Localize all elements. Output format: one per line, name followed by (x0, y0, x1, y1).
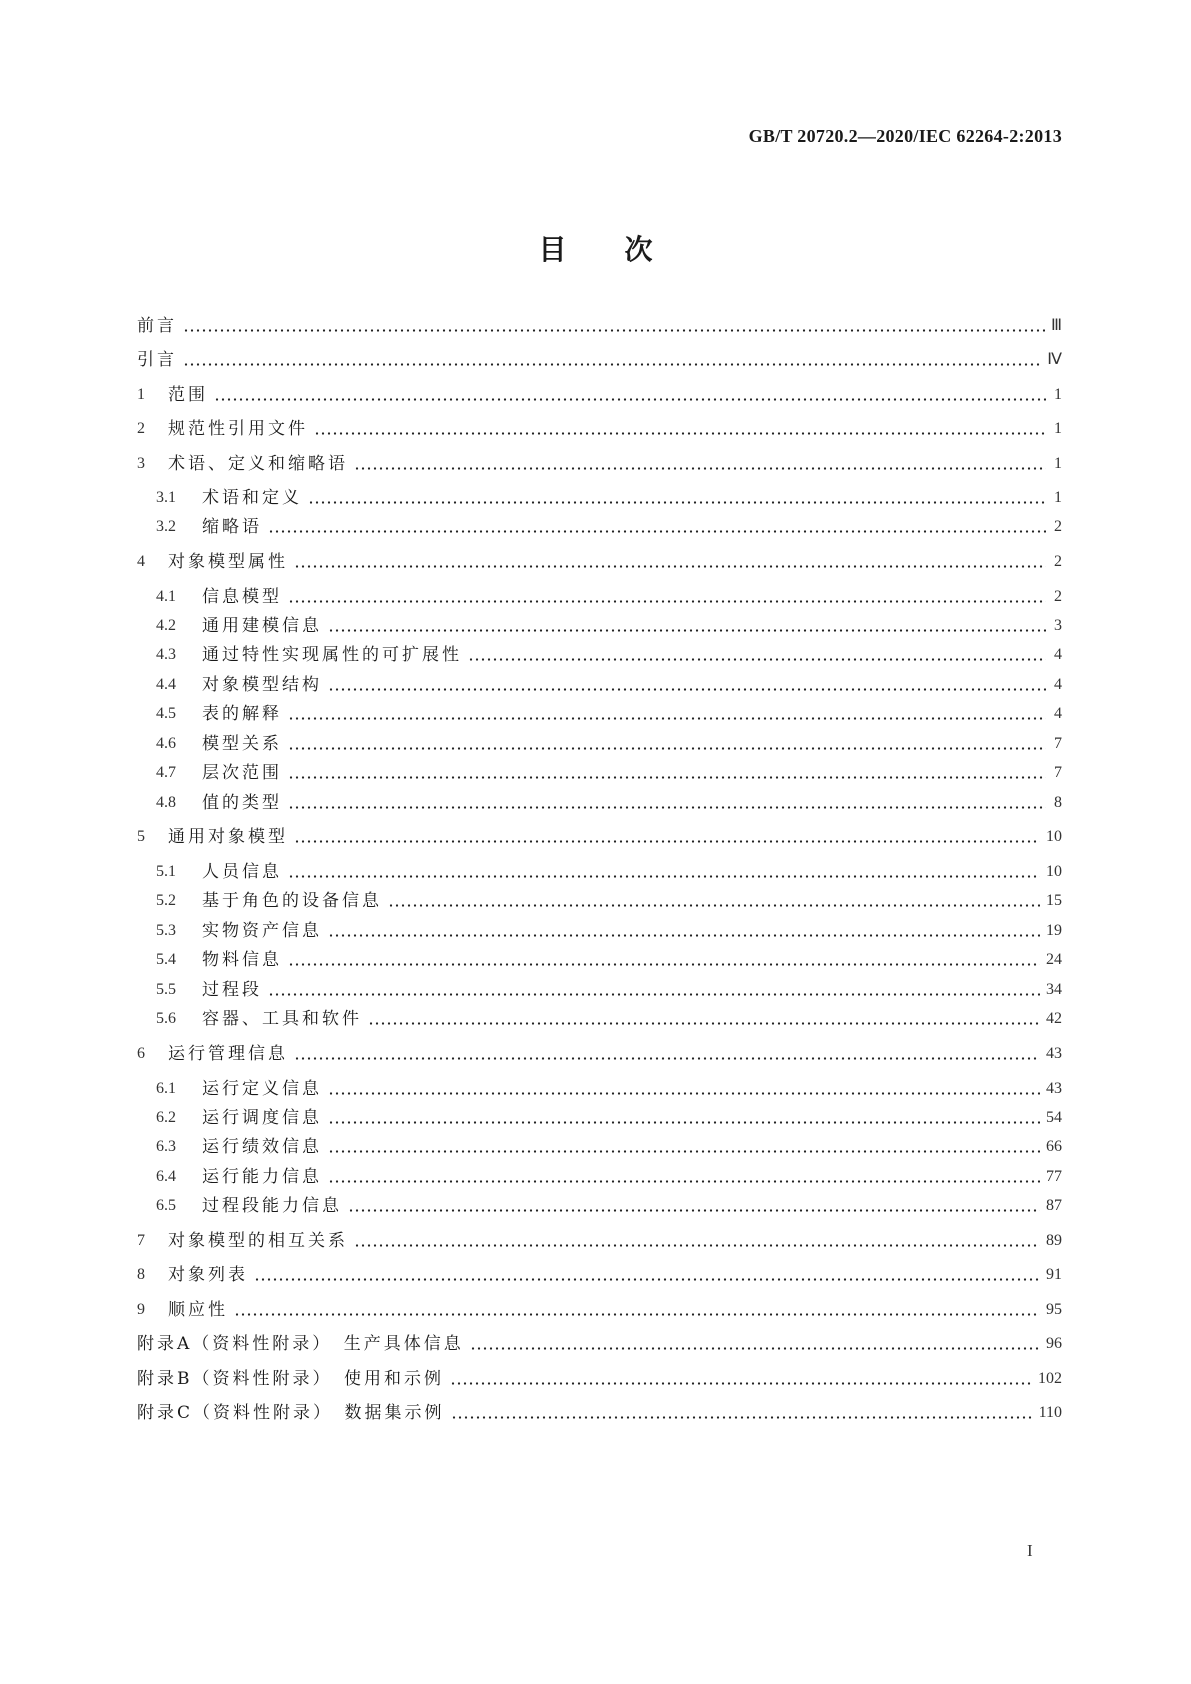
toc-entry[interactable] (137, 1000, 1062, 1030)
toc-entry-number: 6.5 (156, 1197, 176, 1214)
toc-entry[interactable] (137, 307, 1062, 337)
toc-entry-label (137, 384, 208, 406)
toc-entry-page: 89 (1046, 1232, 1062, 1249)
toc-entry-label (137, 920, 322, 942)
dot-leader (268, 993, 1040, 996)
toc-entry-label (137, 979, 262, 1001)
page-number: I (1027, 1541, 1033, 1560)
toc-entry-number: 4.7 (156, 764, 176, 781)
toc-entry[interactable] (137, 543, 1062, 573)
toc-entry[interactable] (137, 1035, 1062, 1065)
dot-leader (328, 1092, 1040, 1095)
toc-entry-page: 7 (1054, 764, 1062, 781)
toc-entry-label (137, 1299, 228, 1321)
toc-entry-label (137, 890, 382, 912)
toc-entry-page: 3 (1054, 617, 1062, 634)
toc-entry-title: 通用对象模型 (168, 827, 288, 847)
toc-entry-title: 规范性引用文件 (168, 419, 308, 439)
toc-entry-title: 运行管理信息 (168, 1044, 288, 1064)
toc-entry-number: 3 (137, 455, 145, 472)
dot-leader (328, 1180, 1040, 1183)
toc-entry[interactable] (137, 666, 1062, 696)
toc-entry-title: 容器、工具和软件 (202, 1009, 362, 1029)
toc-entry-page: Ⅲ (1050, 317, 1062, 334)
dot-leader (308, 501, 1046, 504)
toc-entry-title: 人员信息 (202, 862, 282, 882)
toc-entry-title: 对象模型属性 (168, 552, 288, 572)
toc-entry-page: 1 (1054, 386, 1062, 403)
dot-leader (328, 934, 1040, 937)
dot-leader (183, 363, 1041, 366)
toc-entry-title: 过程段 (202, 980, 262, 1000)
toc-entry-number: 4.3 (156, 646, 176, 663)
toc-entry-number: 5.2 (156, 892, 176, 909)
toc-title: 目次 (538, 233, 711, 266)
toc-entry-page: 1 (1054, 420, 1062, 437)
toc-entry[interactable] (137, 1128, 1062, 1158)
dot-leader (450, 1382, 1032, 1385)
dot-leader (294, 565, 1046, 568)
toc-entry-page: 66 (1046, 1138, 1062, 1155)
toc-entry-label (137, 1043, 288, 1065)
toc-entry-number: 4.8 (156, 794, 176, 811)
toc-entry-page: 42 (1046, 1010, 1062, 1027)
toc-entry-number: 2 (137, 420, 145, 437)
toc-entry[interactable] (137, 971, 1062, 1001)
toc-entry-title: 实物资产信息 (202, 921, 322, 941)
toc-entry-title: 术语和定义 (202, 488, 302, 508)
toc-entry-page: 2 (1054, 553, 1062, 570)
toc-entry-title: 信息模型 (202, 587, 282, 607)
toc-entry-page: 77 (1046, 1168, 1062, 1185)
toc-entry[interactable] (137, 882, 1062, 912)
toc-entry[interactable] (137, 941, 1062, 971)
toc-entry[interactable] (137, 636, 1062, 666)
toc-entry[interactable] (137, 445, 1062, 475)
dot-leader (234, 1313, 1040, 1316)
toc-entry-label (137, 703, 282, 725)
toc-entry-title: 层次范围 (202, 763, 282, 783)
toc-entry-label (137, 674, 322, 696)
dot-leader (214, 398, 1046, 401)
toc-entry[interactable] (137, 607, 1062, 637)
toc-entry[interactable] (137, 853, 1062, 883)
toc-entry-title: 附录A（资料性附录） 生产具体信息 (137, 1334, 464, 1354)
dot-leader (388, 904, 1040, 907)
toc-entry-label (137, 949, 282, 971)
toc-entry-page: 15 (1046, 892, 1062, 909)
toc-entry[interactable] (137, 410, 1062, 440)
toc-entry-number: 9 (137, 1301, 145, 1318)
toc-entry-label (137, 586, 282, 608)
toc-entry-title: 运行调度信息 (202, 1108, 322, 1128)
toc-entry-title: 范围 (168, 385, 208, 405)
toc-entry-number: 5.5 (156, 981, 176, 998)
dot-leader (348, 1209, 1040, 1212)
toc-entry-label (137, 1008, 362, 1030)
toc-entry-number: 5.4 (156, 951, 176, 968)
dot-leader (288, 600, 1046, 603)
toc-entry-title: 通过特性实现属性的可扩展性 (202, 645, 462, 665)
toc-entry-page: 4 (1054, 705, 1062, 722)
toc-entry-label (137, 826, 288, 848)
toc-entry-page: 4 (1054, 646, 1062, 663)
dot-leader (268, 530, 1046, 533)
dot-leader (288, 806, 1046, 809)
toc-entry-page: 1 (1054, 455, 1062, 472)
toc-entry[interactable] (137, 1099, 1062, 1129)
toc-entry-number: 4.2 (156, 617, 176, 634)
toc-entry-label (137, 453, 348, 475)
toc-entry-page: 110 (1038, 1404, 1062, 1421)
toc-entry-title: 值的类型 (202, 793, 282, 813)
toc-entry-page: 7 (1054, 735, 1062, 752)
dot-leader (354, 1244, 1040, 1247)
toc-entry-label (137, 792, 282, 814)
dot-leader (183, 329, 1045, 332)
toc-entry[interactable] (137, 1222, 1062, 1252)
toc-entry-label (137, 551, 288, 573)
toc-entry-number: 8 (137, 1266, 145, 1283)
toc-entry-page: 34 (1046, 981, 1062, 998)
toc-entry-title: 物料信息 (202, 950, 282, 970)
toc-entry-page: 95 (1046, 1301, 1062, 1318)
toc-entry-page: 2 (1054, 518, 1062, 535)
dot-leader (470, 1347, 1040, 1350)
dot-leader (328, 1150, 1040, 1153)
toc-entry[interactable] (137, 1256, 1062, 1286)
dot-leader (288, 963, 1040, 966)
dot-leader (288, 717, 1046, 720)
toc-entry-number: 6.2 (156, 1109, 176, 1126)
toc-entry-title: 基于角色的设备信息 (202, 891, 382, 911)
toc-entry-label (137, 1333, 464, 1355)
toc-entry[interactable] (137, 1158, 1062, 1188)
dot-leader (354, 467, 1046, 470)
toc-entry-page: 1 (1054, 489, 1062, 506)
toc-entry-label (137, 861, 282, 883)
standard-code: GB/T 20720.2—2020/IEC 62264-2:2013 (748, 126, 1062, 146)
toc-entry-label (137, 315, 177, 337)
dot-leader (468, 658, 1046, 661)
toc-entry[interactable] (137, 1325, 1062, 1355)
toc-entry-page: 54 (1046, 1109, 1062, 1126)
toc-entry-page: 8 (1054, 794, 1062, 811)
toc-entry-page: 43 (1046, 1080, 1062, 1097)
toc-entry[interactable] (137, 1070, 1062, 1100)
toc-entry-label (137, 418, 308, 440)
toc-entry-number: 4.4 (156, 676, 176, 693)
toc-entry-page: 96 (1046, 1335, 1062, 1352)
toc-entry-label (137, 1195, 342, 1217)
toc-entry-title: 运行绩效信息 (202, 1137, 322, 1157)
toc-entry-number: 5.6 (156, 1010, 176, 1027)
toc-entry-label (137, 1107, 322, 1129)
dot-leader (294, 1057, 1040, 1060)
toc-entry[interactable] (137, 376, 1062, 406)
toc-entry-number: 5.1 (156, 863, 176, 880)
toc-entry-title: 前言 (137, 316, 177, 336)
toc-entry-title: 对象列表 (168, 1265, 248, 1285)
toc-entry-number: 5 (137, 828, 145, 845)
toc-entry[interactable] (137, 341, 1062, 371)
toc-entry-label (137, 349, 177, 371)
dot-leader (288, 875, 1040, 878)
toc-entry-title: 运行能力信息 (202, 1167, 322, 1187)
toc-entry[interactable] (137, 725, 1062, 755)
toc-entry-number: 3.1 (156, 489, 176, 506)
toc-entry-title: 缩略语 (202, 517, 262, 537)
toc-entry[interactable] (137, 912, 1062, 942)
toc-entry-title: 附录B（资料性附录） 使用和示例 (137, 1369, 444, 1389)
dot-leader (288, 747, 1046, 750)
toc-entry-page: 19 (1046, 922, 1062, 939)
dot-leader (368, 1022, 1040, 1025)
toc-entry-number: 6.1 (156, 1080, 176, 1097)
toc-entry[interactable] (137, 695, 1062, 725)
toc-entry[interactable] (137, 1394, 1062, 1424)
toc-entry-title: 顺应性 (168, 1300, 228, 1320)
dot-leader (328, 629, 1046, 632)
toc-entry-page: 24 (1046, 951, 1062, 968)
toc-entry-title: 引言 (137, 350, 177, 370)
toc-entry-page: 4 (1054, 676, 1062, 693)
toc-entry-page: 87 (1046, 1197, 1062, 1214)
toc-entry-title: 表的解释 (202, 704, 282, 724)
toc-entry-label (137, 1136, 322, 1158)
toc-entry-label (137, 762, 282, 784)
dot-leader (254, 1278, 1040, 1281)
toc-entry-number: 4.5 (156, 705, 176, 722)
toc-entry-label (137, 487, 302, 509)
dot-leader (328, 688, 1046, 691)
toc-entry-label (137, 1166, 322, 1188)
dot-leader (294, 840, 1040, 843)
toc-entry-number: 6.3 (156, 1138, 176, 1155)
toc-entry-title: 附录C（资料性附录） 数据集示例 (137, 1403, 445, 1423)
dot-leader (451, 1416, 1033, 1419)
toc-entry-number: 6.4 (156, 1168, 176, 1185)
toc-entry[interactable] (137, 1360, 1062, 1390)
toc-entry-number: 6 (137, 1045, 145, 1062)
toc-entry[interactable] (137, 754, 1062, 784)
toc-entry-label (137, 1230, 348, 1252)
toc-entry-title: 模型关系 (202, 734, 282, 754)
toc-entry-title: 运行定义信息 (202, 1079, 322, 1099)
toc-entry-label (137, 733, 282, 755)
toc-entry-label (137, 516, 262, 538)
toc-entry-label (137, 1264, 248, 1286)
toc-entry[interactable] (137, 479, 1062, 509)
dot-leader (328, 1121, 1040, 1124)
toc-entry-page: 2 (1054, 588, 1062, 605)
toc-entry-number: 4.6 (156, 735, 176, 752)
toc-entry[interactable] (137, 784, 1062, 814)
toc-entry-number: 3.2 (156, 518, 176, 535)
toc-entry-title: 通用建模信息 (202, 616, 322, 636)
toc-entry-page: 10 (1046, 863, 1062, 880)
toc-entry-page: 91 (1046, 1266, 1062, 1283)
toc-entry-title: 过程段能力信息 (202, 1196, 342, 1216)
toc-entry[interactable] (137, 508, 1062, 538)
dot-leader (314, 432, 1046, 435)
toc-entry[interactable] (137, 1187, 1062, 1217)
toc-entry[interactable] (137, 818, 1062, 848)
toc-entry-label (137, 644, 462, 666)
toc-entry-number: 4.1 (156, 588, 176, 605)
toc-entry-number: 5.3 (156, 922, 176, 939)
toc-entry-number: 1 (137, 386, 145, 403)
toc-entry-page: 10 (1046, 828, 1062, 845)
toc-entry-title: 对象模型结构 (202, 675, 322, 695)
toc-entry-page: Ⅳ (1047, 351, 1062, 368)
toc-entry[interactable] (137, 1291, 1062, 1321)
toc-entry-number: 7 (137, 1232, 145, 1249)
toc-entry-page: 102 (1038, 1370, 1062, 1387)
toc-entry-label (137, 615, 322, 637)
toc-entry[interactable] (137, 578, 1062, 608)
toc-entry-label (137, 1368, 444, 1390)
toc-entry-page: 43 (1046, 1045, 1062, 1062)
toc-entry-number: 4 (137, 553, 145, 570)
toc-entry-label (137, 1078, 322, 1100)
toc-entry-label (137, 1402, 445, 1424)
toc-entry-title: 对象模型的相互关系 (168, 1231, 348, 1251)
toc-entry-title: 术语、定义和缩略语 (168, 454, 348, 474)
dot-leader (288, 776, 1046, 779)
